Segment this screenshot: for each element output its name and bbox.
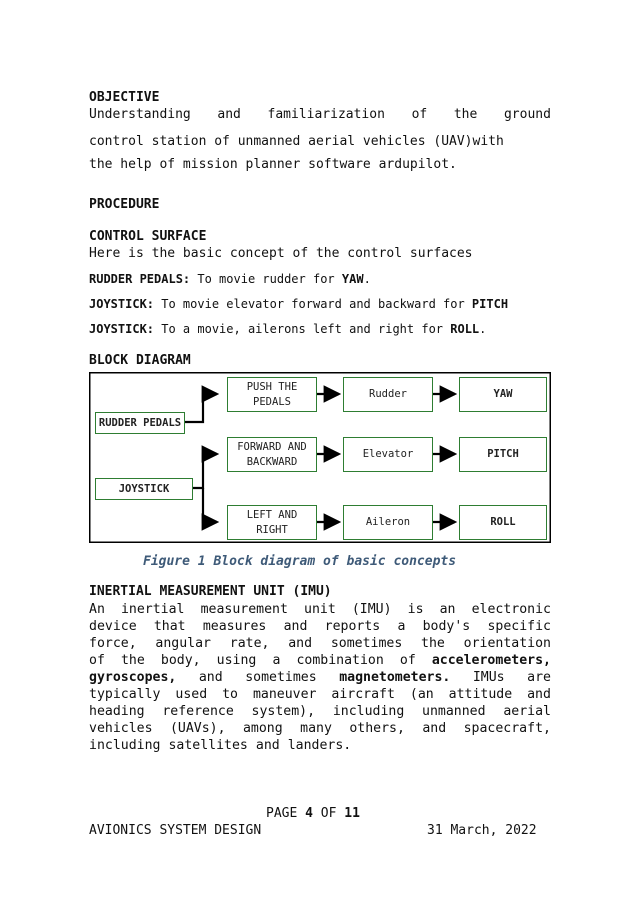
imu-word: rate, [229, 636, 270, 651]
page-of: OF [312, 806, 345, 821]
imu-word: force, [89, 636, 137, 651]
imu-word: gyroscopes, [89, 670, 177, 685]
imu-heading: INERTIAL MEASUREMENT UNIT (IMU) [89, 584, 332, 599]
imu-word: and [283, 619, 308, 634]
imu-word: using [216, 653, 257, 668]
objective-word: and [217, 107, 241, 122]
page-number [266, 806, 360, 821]
output-label: PITCH [487, 448, 519, 460]
imu-word: (UAVs), [169, 721, 226, 736]
control-item-key: YAW [341, 272, 364, 286]
output-box-pitch [459, 437, 547, 472]
objective-word: the [453, 107, 478, 122]
imu-word: landers. [287, 738, 352, 753]
imu-word: heading [89, 704, 145, 719]
action-box-left-right [227, 505, 317, 540]
surface-box-elevator [343, 437, 433, 472]
imu-word: measures [202, 619, 267, 634]
input-box-rudder-pedals [95, 412, 185, 434]
control-item-key: PITCH [471, 297, 509, 311]
imu-word: measurement [200, 602, 288, 617]
imu-word: that [153, 619, 186, 634]
imu-word: body, [160, 653, 201, 668]
imu-word: sometimes [330, 636, 403, 651]
objective-word: ground [503, 107, 551, 122]
imu-word: satellites [168, 738, 248, 753]
imu-word: and [198, 670, 223, 685]
surface-box-rudder [343, 377, 433, 412]
imu-word: unit [304, 602, 336, 617]
control-item-label: JOYSTICK: [89, 322, 155, 336]
imu-line [89, 635, 551, 652]
control-surface-intro: Here is the basic concept of the control surfaces [89, 246, 473, 261]
imu-word: reference [162, 704, 234, 719]
surface-box-aileron [343, 505, 433, 540]
imu-word: a [397, 619, 406, 634]
control-item-text: To movie elevator forward and backward for [154, 297, 472, 311]
imu-word: and [527, 687, 551, 702]
imu-word: specific [487, 619, 551, 634]
imu-word: device [89, 619, 137, 634]
action-line: FORWARD AND [237, 440, 307, 453]
imu-line [89, 669, 551, 686]
imu-word: aircraft [331, 687, 395, 702]
action-box-forward-backward [227, 437, 317, 472]
action-line: LEFT AND [246, 508, 298, 521]
imu-word: the [421, 636, 445, 651]
imu-word: accelerometers, [431, 653, 551, 668]
imu-word: to [222, 687, 238, 702]
imu-line [89, 652, 551, 669]
imu-word: magnetometers. [339, 670, 451, 685]
page-total: 11 [344, 806, 360, 821]
figure-caption: Figure 1 Block diagram of basic concepts [143, 554, 457, 569]
block-diagram [89, 372, 551, 543]
input-box-joystick [95, 478, 193, 500]
objective-heading: OBJECTIVE [89, 90, 160, 105]
imu-word: many [300, 721, 332, 736]
imu-line [89, 618, 551, 635]
imu-word: attitude [448, 687, 513, 702]
control-item-text: To a movie, ailerons left and right for [154, 322, 451, 336]
control-item-end: . [479, 322, 487, 336]
surface-label: Elevator [362, 448, 414, 460]
action-line: PUSH THE [246, 380, 298, 393]
imu-line [89, 737, 551, 754]
footer-date: 31 March, 2022 [427, 823, 537, 838]
input-label: RUDDER PEDALS [98, 416, 182, 429]
imu-word: an [439, 602, 456, 617]
objective-line-1 [89, 107, 551, 122]
control-item-label: JOYSTICK: [89, 297, 155, 311]
surface-label: Rudder [369, 388, 407, 400]
imu-line [89, 720, 551, 737]
control-item-rudder [89, 272, 371, 286]
action-line: RIGHT [256, 523, 288, 536]
imu-word: including [332, 704, 405, 719]
imu-word: among [242, 721, 283, 736]
imu-word: and [422, 721, 447, 736]
block-diagram-heading: BLOCK DIAGRAM [89, 353, 191, 368]
objective-word: familiarization [267, 107, 385, 122]
action-box-push-pedals [227, 377, 317, 412]
control-item-roll [89, 322, 486, 336]
imu-word: body's [422, 619, 471, 634]
imu-word: a [272, 653, 281, 668]
imu-word: angular [155, 636, 211, 651]
imu-word: (IMU) [351, 602, 392, 617]
imu-word: of [89, 653, 105, 668]
output-box-yaw [459, 377, 547, 412]
imu-word: sometimes [245, 670, 317, 685]
imu-word: combination [296, 653, 384, 668]
control-surface-heading: CONTROL SURFACE [89, 229, 207, 244]
imu-word: reports [324, 619, 381, 634]
output-label: YAW [493, 388, 513, 400]
connector-forward [191, 454, 217, 488]
imu-word: typically [89, 687, 161, 702]
imu-word: orientation [463, 636, 551, 651]
action-line: PEDALS [253, 395, 291, 408]
imu-word: electronic [471, 602, 551, 617]
imu-word: is [407, 602, 424, 617]
control-item-key: ROLL [450, 322, 480, 336]
objective-word: of [411, 107, 428, 122]
imu-word: maneuver [252, 687, 317, 702]
control-item-end: . [363, 272, 371, 286]
imu-line [89, 601, 551, 618]
footer-course: AVIONICS SYSTEM DESIGN [89, 823, 262, 838]
output-box-roll [459, 505, 547, 540]
imu-word: system), [251, 704, 316, 719]
imu-word: (an [409, 687, 434, 702]
control-item-label: RUDDER PEDALS: [89, 272, 191, 286]
control-item-text: To movie rudder for [190, 272, 342, 286]
imu-word: the [120, 653, 145, 668]
output-label: ROLL [490, 516, 516, 528]
imu-word: of [399, 653, 416, 668]
imu-word: An [89, 602, 105, 617]
imu-word: unmanned [422, 704, 486, 719]
objective-word: Understanding [89, 107, 191, 122]
objective-line-2: control station of unmanned aerial vehicles (UAV)with [89, 134, 504, 149]
imu-line [89, 686, 551, 703]
imu-word: IMUs [472, 670, 505, 685]
imu-word: and [255, 738, 280, 753]
imu-word: used [175, 687, 208, 702]
input-label: JOYSTICK [118, 482, 170, 495]
imu-paragraph [89, 601, 551, 754]
imu-word: aerial [503, 704, 551, 719]
page-prefix: PAGE [266, 806, 306, 821]
imu-word: vehicles [89, 721, 153, 736]
imu-line [89, 703, 551, 720]
imu-word: inertial [120, 602, 185, 617]
imu-word: spacecraft, [463, 721, 551, 736]
imu-word: including [89, 738, 161, 753]
objective-line-3: the help of mission planner software ardupilot. [89, 157, 457, 172]
procedure-heading: PROCEDURE [89, 197, 160, 212]
page-current: 4 [305, 806, 313, 821]
connector-left [203, 488, 217, 522]
imu-word: are [527, 670, 551, 685]
control-item-pitch [89, 297, 508, 311]
surface-label: Aileron [365, 516, 411, 528]
connector-pedals [183, 394, 217, 422]
imu-word: and [288, 636, 313, 651]
imu-word: others, [349, 721, 405, 736]
action-line: BACKWARD [246, 455, 298, 468]
